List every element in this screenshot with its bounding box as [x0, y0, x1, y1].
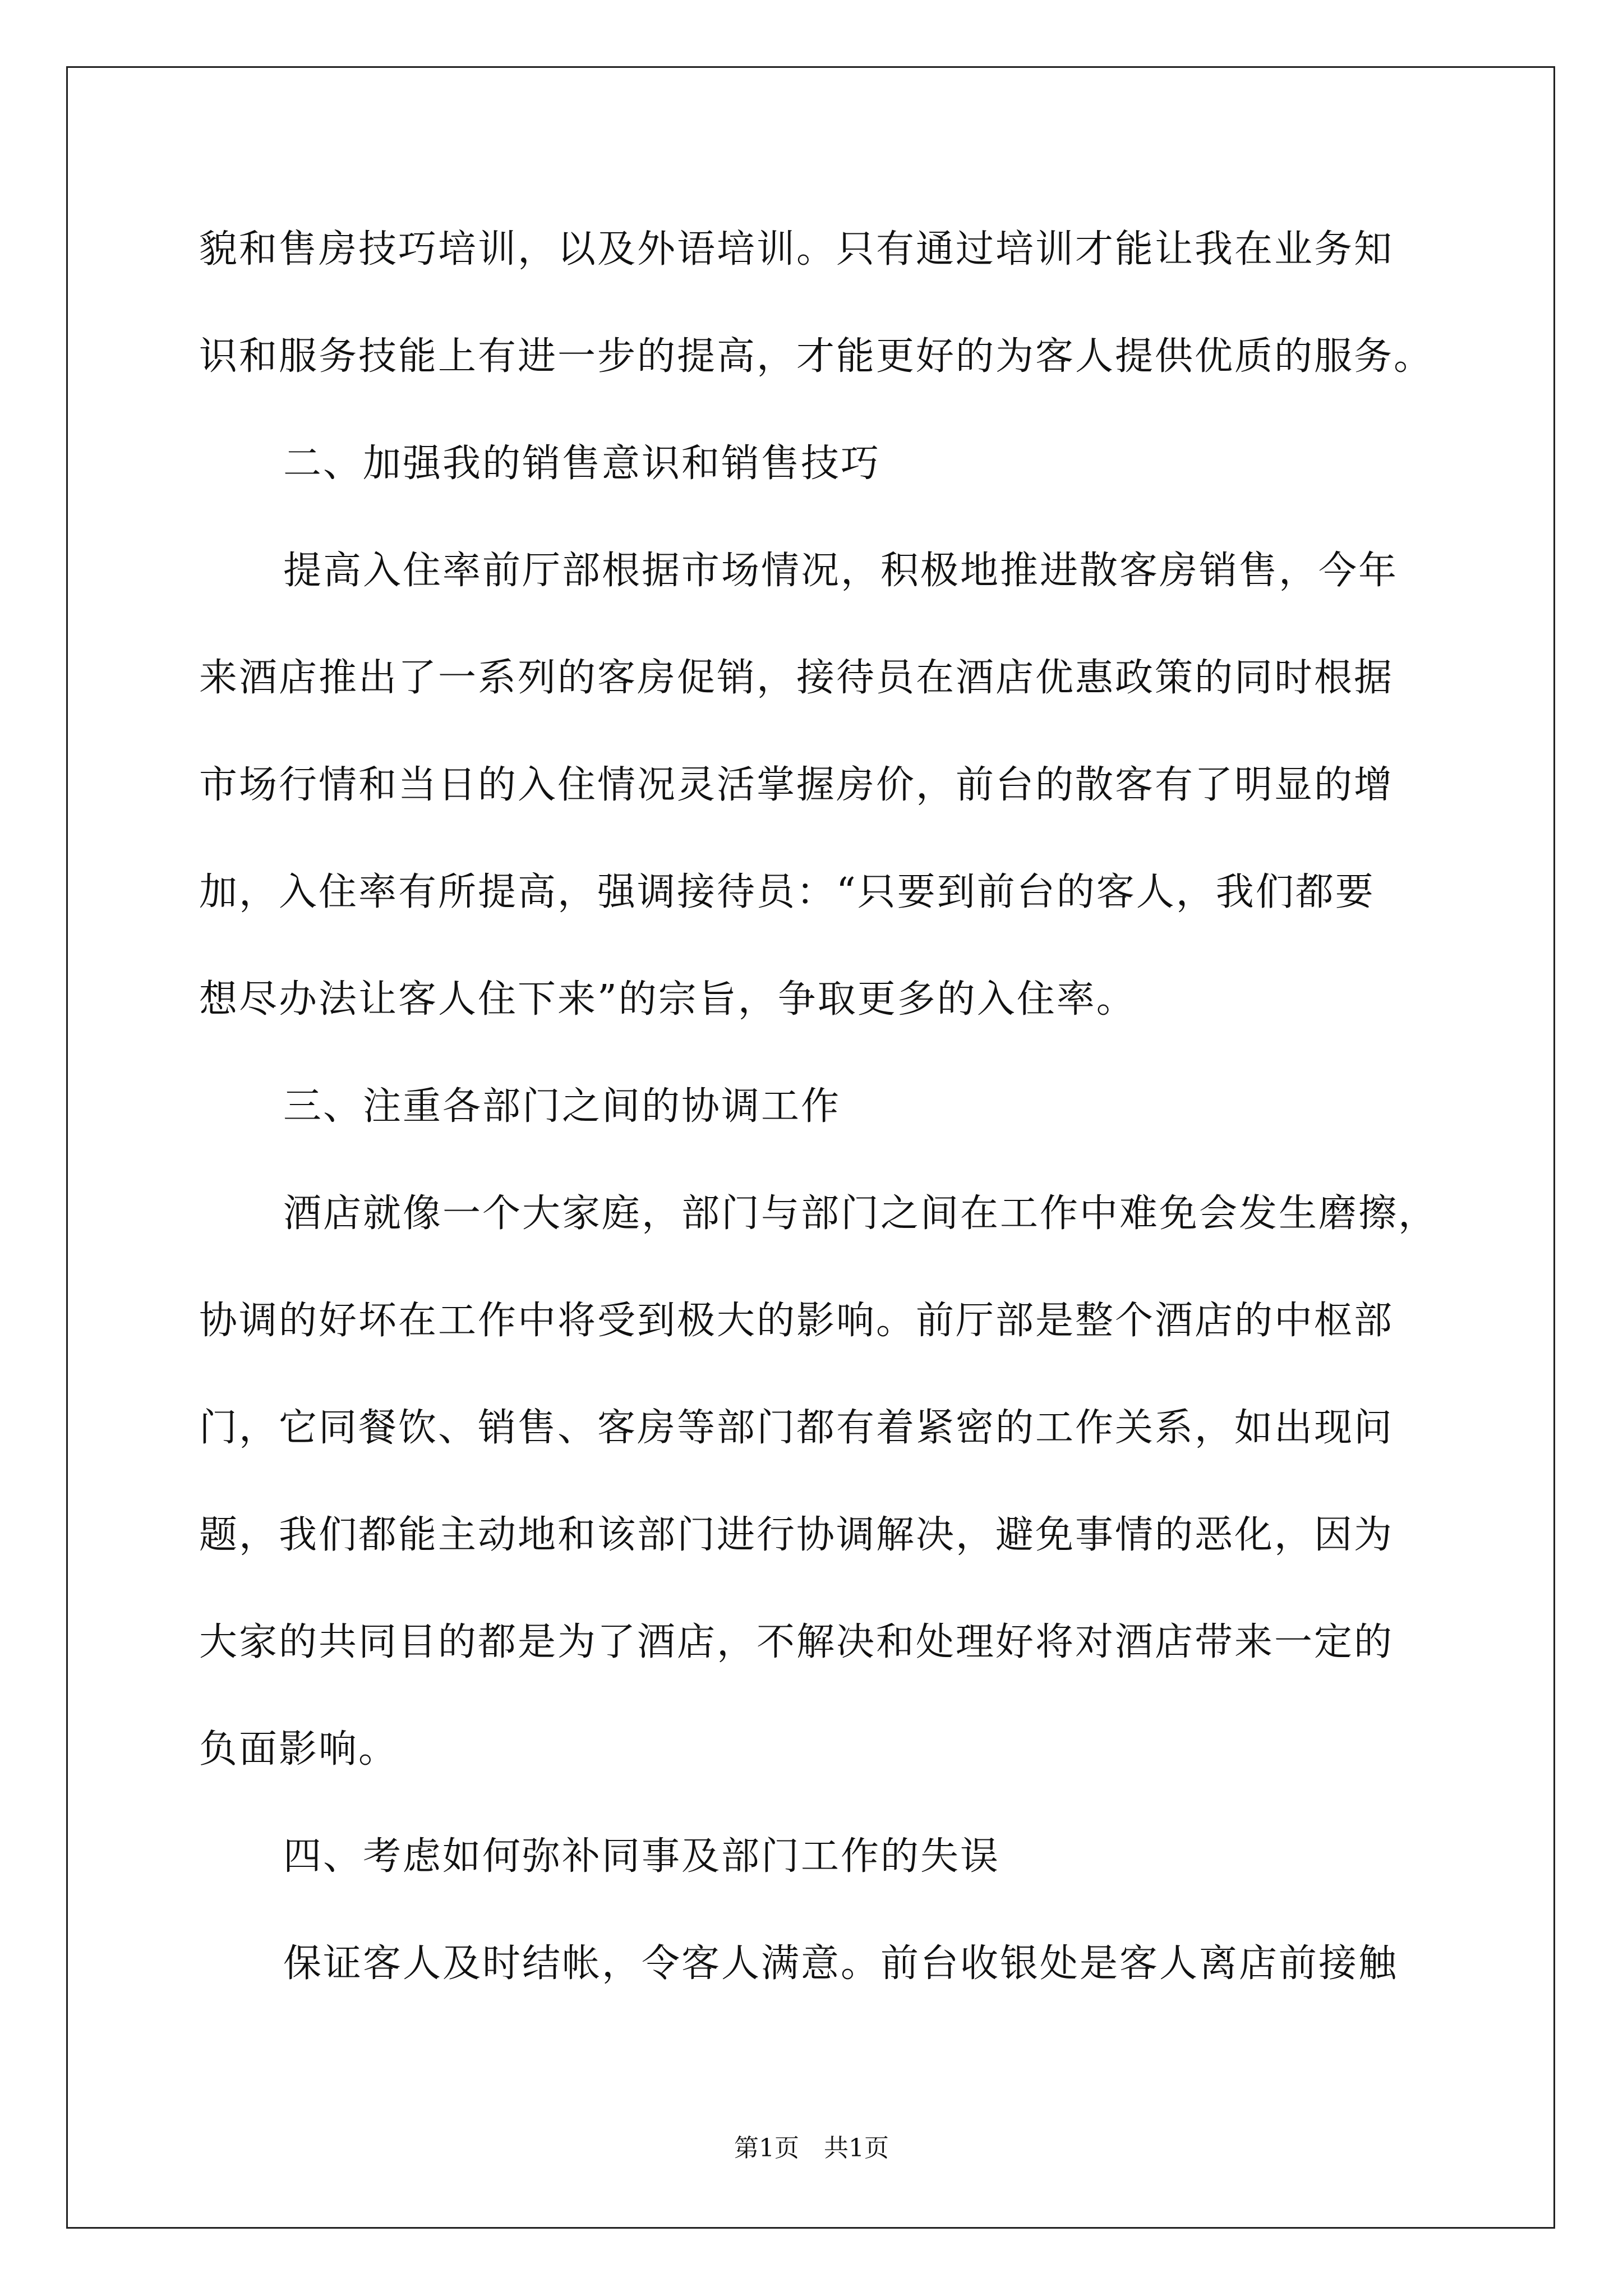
- section-heading: 二、加强我的销售意识和销售技巧: [283, 441, 881, 486]
- paragraph-line: 提高入住率前厅部根据市场情况，积极地推进散客房销售，今年: [283, 549, 1399, 593]
- paragraph-line: 来酒店推出了一系列的客房促销，接待员在酒店优惠政策的同时根据: [199, 656, 1394, 700]
- section-heading: 四、考虑如何弥补同事及部门工作的失误: [283, 1834, 1000, 1879]
- paragraph-line: 识和服务技能上有进一步的提高，才能更好的为客人提供优质的服务。: [199, 334, 1434, 379]
- paragraph-line: 保证客人及时结帐，令客人满意。前台收银处是客人离店前接触: [283, 1941, 1399, 1986]
- section-heading: 三、注重各部门之间的协调工作: [283, 1084, 841, 1129]
- page-number-footer: 第1页 共1页: [734, 2134, 889, 2162]
- paragraph-line: 负面影响。: [199, 1727, 399, 1772]
- paragraph-line: 大家的共同目的都是为了酒店，不解决和处理好将对酒店带来一定的: [199, 1620, 1394, 1664]
- paragraph-line: 貌和售房技巧培训，以及外语培训。只有通过培训才能让我在业务知: [199, 227, 1394, 272]
- paragraph-line: 题，我们都能主动地和该部门进行协调解决，避免事情的恶化，因为: [199, 1513, 1394, 1557]
- paragraph-line: 门，它同餐饮、销售、客房等部门都有着紧密的工作关系，如出现问: [199, 1406, 1394, 1450]
- paragraph-line: 想尽办法让客人住下来”的宗旨，争取更多的入住率。: [199, 977, 1136, 1022]
- paragraph-line: 市场行情和当日的入住情况灵活掌握房价，前台的散客有了明显的增: [199, 763, 1394, 807]
- paragraph-line: 协调的好坏在工作中将受到极大的影响。前厅部是整个酒店的中枢部: [199, 1299, 1394, 1343]
- paragraph-line: 酒店就像一个大家庭，部门与部门之间在工作中难免会发生磨擦，: [283, 1191, 1438, 1236]
- paragraph-line: 加，入住率有所提高，强调接待员：“只要到前台的客人，我们都要: [199, 870, 1375, 914]
